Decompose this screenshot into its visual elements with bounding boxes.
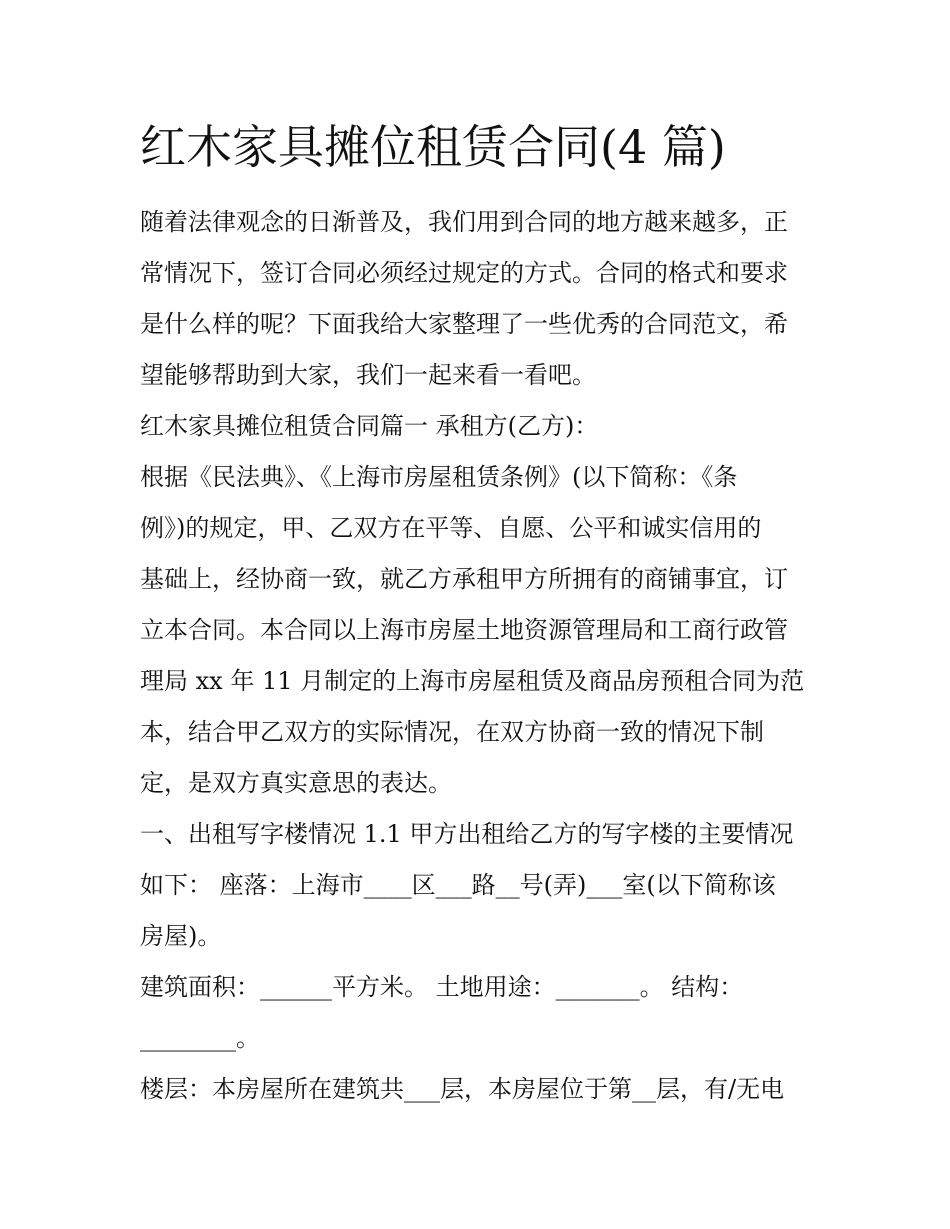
- paragraph-line: 是什么样的呢？下面我给大家整理了一些优秀的合同范文，希: [140, 310, 788, 338]
- paragraph-line: 建筑面积：______平方米。 土地用途：_______。 结构：: [140, 973, 744, 1001]
- paragraph-line: 如下： 座落：上海市____区___路__号(弄)___室(以下简称该: [140, 871, 776, 899]
- paragraph-line: 基础上，经协商一致，就乙方承租甲方所拥有的商铺事宜，订: [140, 565, 788, 593]
- document-title: 红木家具摊位租赁合同(4 篇): [140, 120, 726, 174]
- paragraph-line: 房屋)。: [140, 922, 222, 950]
- paragraph-line: ________。: [140, 1024, 260, 1052]
- paragraph-line: 常情况下，签订合同必须经过规定的方式。合同的格式和要求: [140, 259, 788, 287]
- paragraph-line: 根据《民法典》、《上海市房屋租赁条例》(以下简称：《条: [140, 463, 738, 491]
- paragraph-line: 本，结合甲乙双方的实际情况，在双方协商一致的情况下制: [140, 718, 764, 746]
- paragraph-line: 理局 xx 年 11 月制定的上海市房屋租赁及商品房预租合同为范: [140, 667, 805, 695]
- paragraph-line: 定，是双方真实意思的表达。: [140, 769, 452, 797]
- paragraph-line: 随着法律观念的日渐普及，我们用到合同的地方越来越多，正: [140, 208, 788, 236]
- paragraph-line: 立本合同。本合同以上海市房屋土地资源管理局和工商行政管: [140, 616, 788, 644]
- paragraph-line: 楼层：本房屋所在建筑共___层，本房屋位于第__层，有/无电: [140, 1075, 785, 1103]
- paragraph-line: 望能够帮助到大家，我们一起来看一看吧。: [140, 361, 596, 389]
- paragraph-line: 一、出租写字楼情况 1.1 甲方出租给乙方的写字楼的主要情况: [140, 820, 794, 848]
- section-heading: 红木家具摊位租赁合同篇一 承租方(乙方)：: [140, 412, 599, 440]
- paragraph-line: 例》)的规定，甲、乙双方在平等、自愿、公平和诚实信用的: [140, 514, 762, 542]
